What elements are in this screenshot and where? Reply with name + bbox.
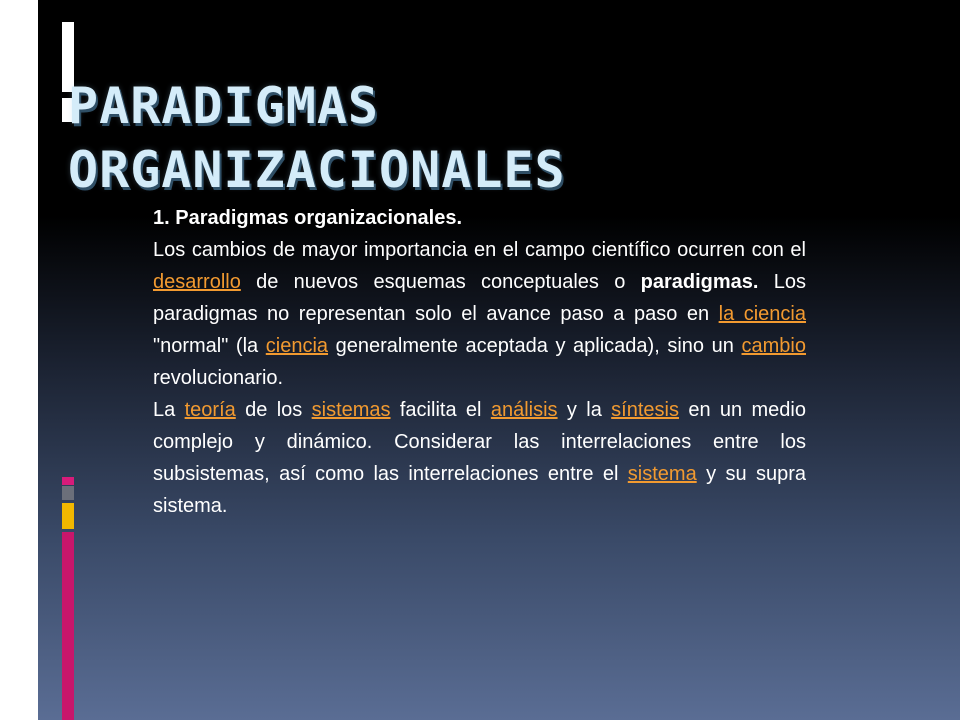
link-desarrollo[interactable]: desarrollo [153,271,241,293]
p1-bold-paradigmas: paradigmas. [640,271,759,293]
slide-title [68,74,868,202]
section-heading: 1. Paradigmas organizacionales. [153,207,463,229]
p1-text-6: revolucionario. [153,367,284,389]
p2-text-4: y la [557,399,612,421]
link-analisis[interactable]: análisis [490,399,558,421]
paragraph-1 [153,234,806,394]
accent-bar-pink-small [62,477,74,485]
title-line-1: PARADIGMAS [68,77,380,135]
accent-bar-gray [62,486,74,500]
p2-text-3: facilita el [390,399,491,421]
p2-text-2: de los [235,399,312,421]
p2-text-5: en un medio complejo y dinámico. Considerar las interrelaciones entre los subsistemas, así como las interrelaciones entre el [153,399,806,485]
p1-text-5: generalmente aceptada y aplicada), sino un [328,335,742,357]
link-teoria[interactable]: teoría [184,399,236,421]
slide-body [153,202,806,522]
p1-text-3: Los paradigmas no representan solo el avance paso a paso en [153,271,806,325]
accent-bar-pink-long [62,532,74,720]
link-la-ciencia[interactable]: la ciencia [718,303,806,325]
p2-text-1: La [153,399,185,421]
p1-text-4: "normal" (la [153,335,266,357]
left-white-strip [0,0,38,720]
title-line-2: ORGANIZACIONALES [68,141,566,199]
link-sintesis[interactable]: síntesis [611,399,679,421]
link-sistemas[interactable]: sistemas [311,399,391,421]
p1-text-1: Los cambios de mayor importancia en el campo científico ocurren con el [153,239,806,261]
p2-text-6: y su supra sistema. [153,463,806,517]
link-ciencia[interactable]: ciencia [265,335,329,357]
link-cambio[interactable]: cambio [741,335,806,357]
link-sistema[interactable]: sistema [627,463,697,485]
paragraph-2 [153,394,806,522]
p1-text-2: de nuevos esquemas conceptuales o [240,271,641,293]
accent-bar-yellow [62,503,74,529]
